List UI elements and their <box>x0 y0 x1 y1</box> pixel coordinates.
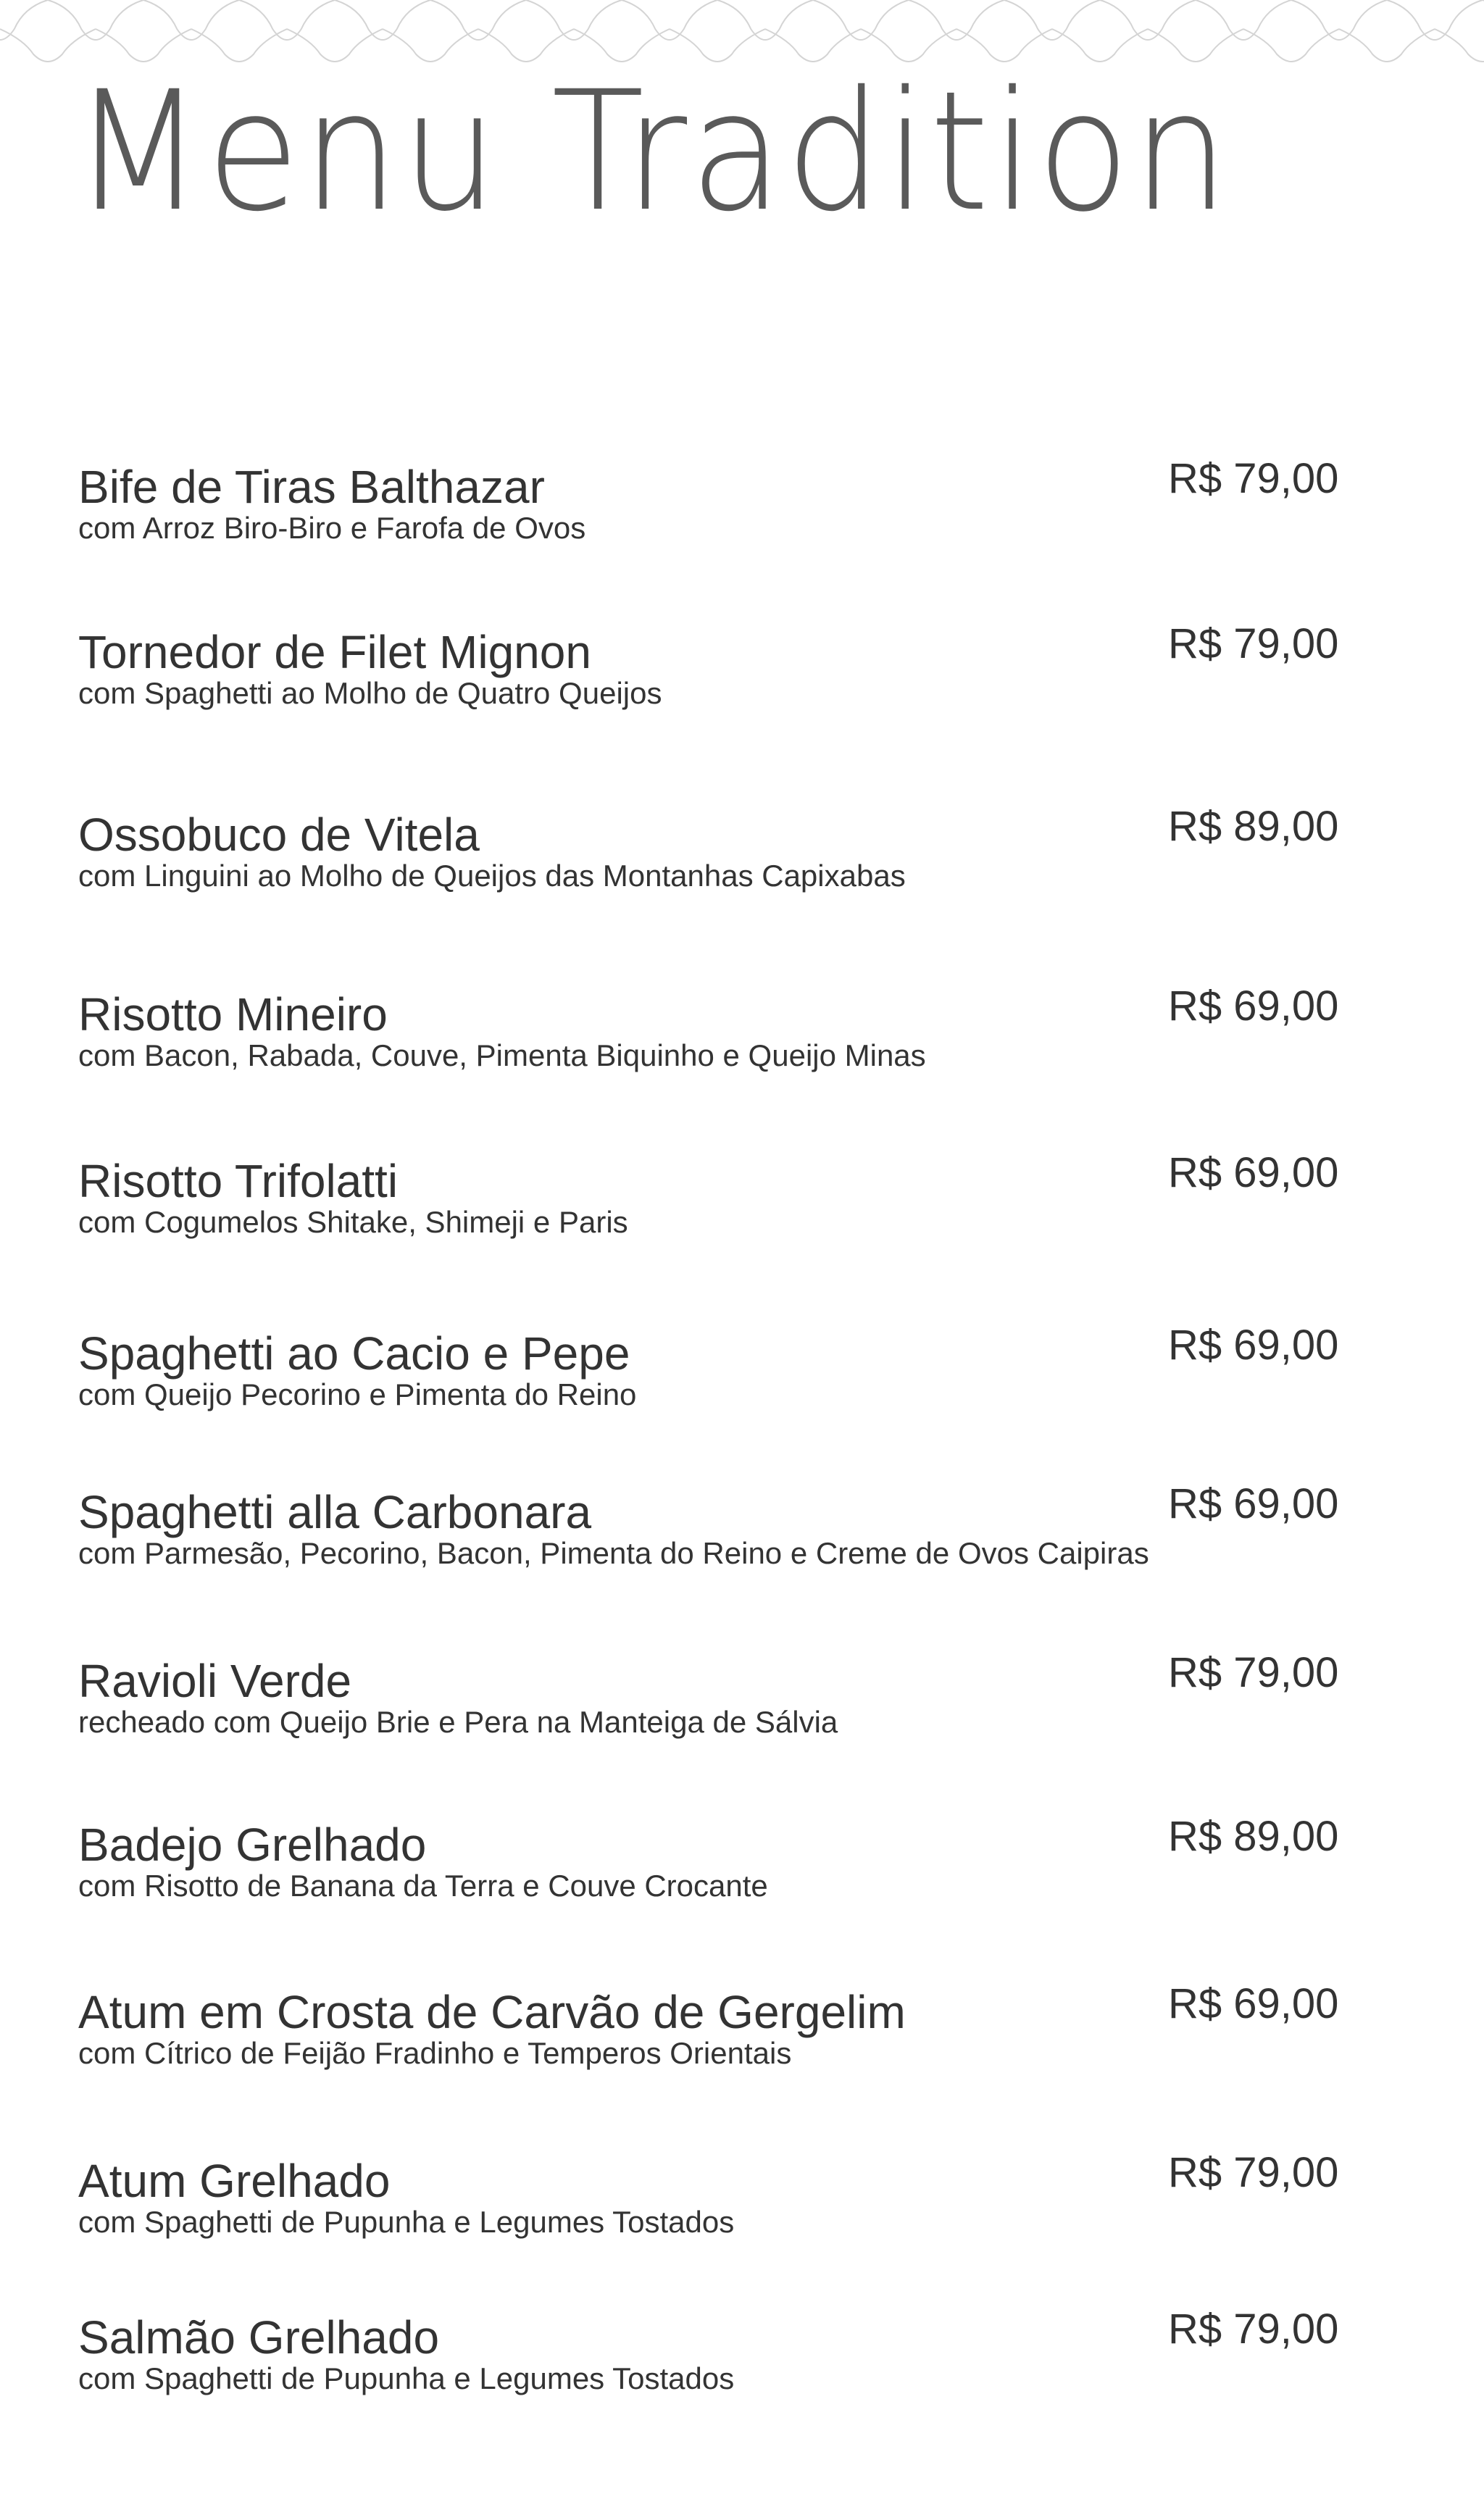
menu-item-price: R$ 69,00 <box>1168 1980 1339 2027</box>
menu-item-name: Salmão Grelhado <box>78 2311 440 2363</box>
menu-item-description: com Bacon, Rabada, Couve, Pimenta Biquinho e Queijo Minas <box>78 1038 926 1072</box>
menu-item-description: com Risotto de Banana da Terra e Couve Crocante <box>78 1869 768 1903</box>
border-scallops <box>0 0 1484 62</box>
menu-item-name: Badejo Grelhado <box>78 1819 427 1871</box>
menu-item-description: com Parmesão, Pecorino, Bacon, Pimenta do Reino e Creme de Ovos Caipiras <box>78 1536 1149 1570</box>
menu-item-description: com Cítrico de Feijão Fradinho e Temperos Orientais <box>78 2036 792 2070</box>
menu-item-description: com Spaghetti ao Molho de Quatro Queijos <box>78 676 662 710</box>
menu-item-description: com Queijo Pecorino e Pimenta do Reino <box>78 1377 637 1411</box>
menu-item-description: recheado com Queijo Brie e Pera na Manteiga de Sálvia <box>78 1705 838 1739</box>
menu-item-name: Risotto Trifolatti <box>78 1155 399 1207</box>
menu-item-price: R$ 79,00 <box>1168 455 1339 502</box>
menu-item-name: Spaghetti ao Cacio e Pepe <box>78 1327 630 1380</box>
menu-item-description: com Linguini ao Molho de Queijos das Montanhas Capixabas <box>78 859 906 893</box>
menu-item-price: R$ 69,00 <box>1168 1480 1339 1527</box>
menu-item <box>78 982 1339 1072</box>
menu-item-price: R$ 79,00 <box>1168 620 1339 667</box>
menu-item <box>78 620 1339 710</box>
menu-item-description: com Spaghetti de Pupunha e Legumes Tostados <box>78 2205 735 2239</box>
menu-item-name: Spaghetti alla Carbonara <box>78 1486 592 1538</box>
menu-item-price: R$ 69,00 <box>1168 982 1339 1030</box>
menu-item-name: Ravioli Verde <box>78 1655 352 1707</box>
menu-item <box>78 1322 1339 1411</box>
menu-item-name: Risotto Mineiro <box>78 988 388 1040</box>
menu-item <box>78 1813 1339 1903</box>
menu-item-price: R$ 89,00 <box>1168 803 1339 850</box>
menu-item-price: R$ 69,00 <box>1168 1322 1339 1369</box>
menu-item-name: Atum Grelhado <box>78 2155 391 2207</box>
menu-item <box>78 1980 1339 2070</box>
menu-item-name: Ossobuco de Vitela <box>78 809 480 861</box>
menu-item-name: Tornedor de Filet Mignon <box>78 626 591 678</box>
menu-item-description: com Spaghetti de Pupunha e Legumes Tostados <box>78 2361 735 2395</box>
menu-item-price: R$ 89,00 <box>1168 1813 1339 1860</box>
menu-item-price: R$ 69,00 <box>1168 1149 1339 1196</box>
menu-item-description: com Arroz Biro-Biro e Farofa de Ovos <box>78 511 586 545</box>
menu-item-price: R$ 79,00 <box>1168 1649 1339 1696</box>
menu-item <box>78 803 1339 893</box>
menu-title: Menu Tradition <box>72 55 1232 248</box>
menu-item-price: R$ 79,00 <box>1168 2149 1339 2196</box>
menu-item <box>78 2306 1339 2395</box>
menu-item-name: Bife de Tiras Balthazar <box>78 461 545 513</box>
menu-item <box>78 1649 1339 1739</box>
menu-item <box>78 2149 1339 2239</box>
menu-item-name: Atum em Crosta de Carvão de Gergelim <box>78 1986 906 2038</box>
menu-item <box>78 1480 1339 1570</box>
menu-item <box>78 455 1339 545</box>
menu-item-price: R$ 79,00 <box>1168 2306 1339 2353</box>
menu-item <box>78 1149 1339 1239</box>
menu-item-description: com Cogumelos Shitake, Shimeji e Paris <box>78 1205 628 1239</box>
